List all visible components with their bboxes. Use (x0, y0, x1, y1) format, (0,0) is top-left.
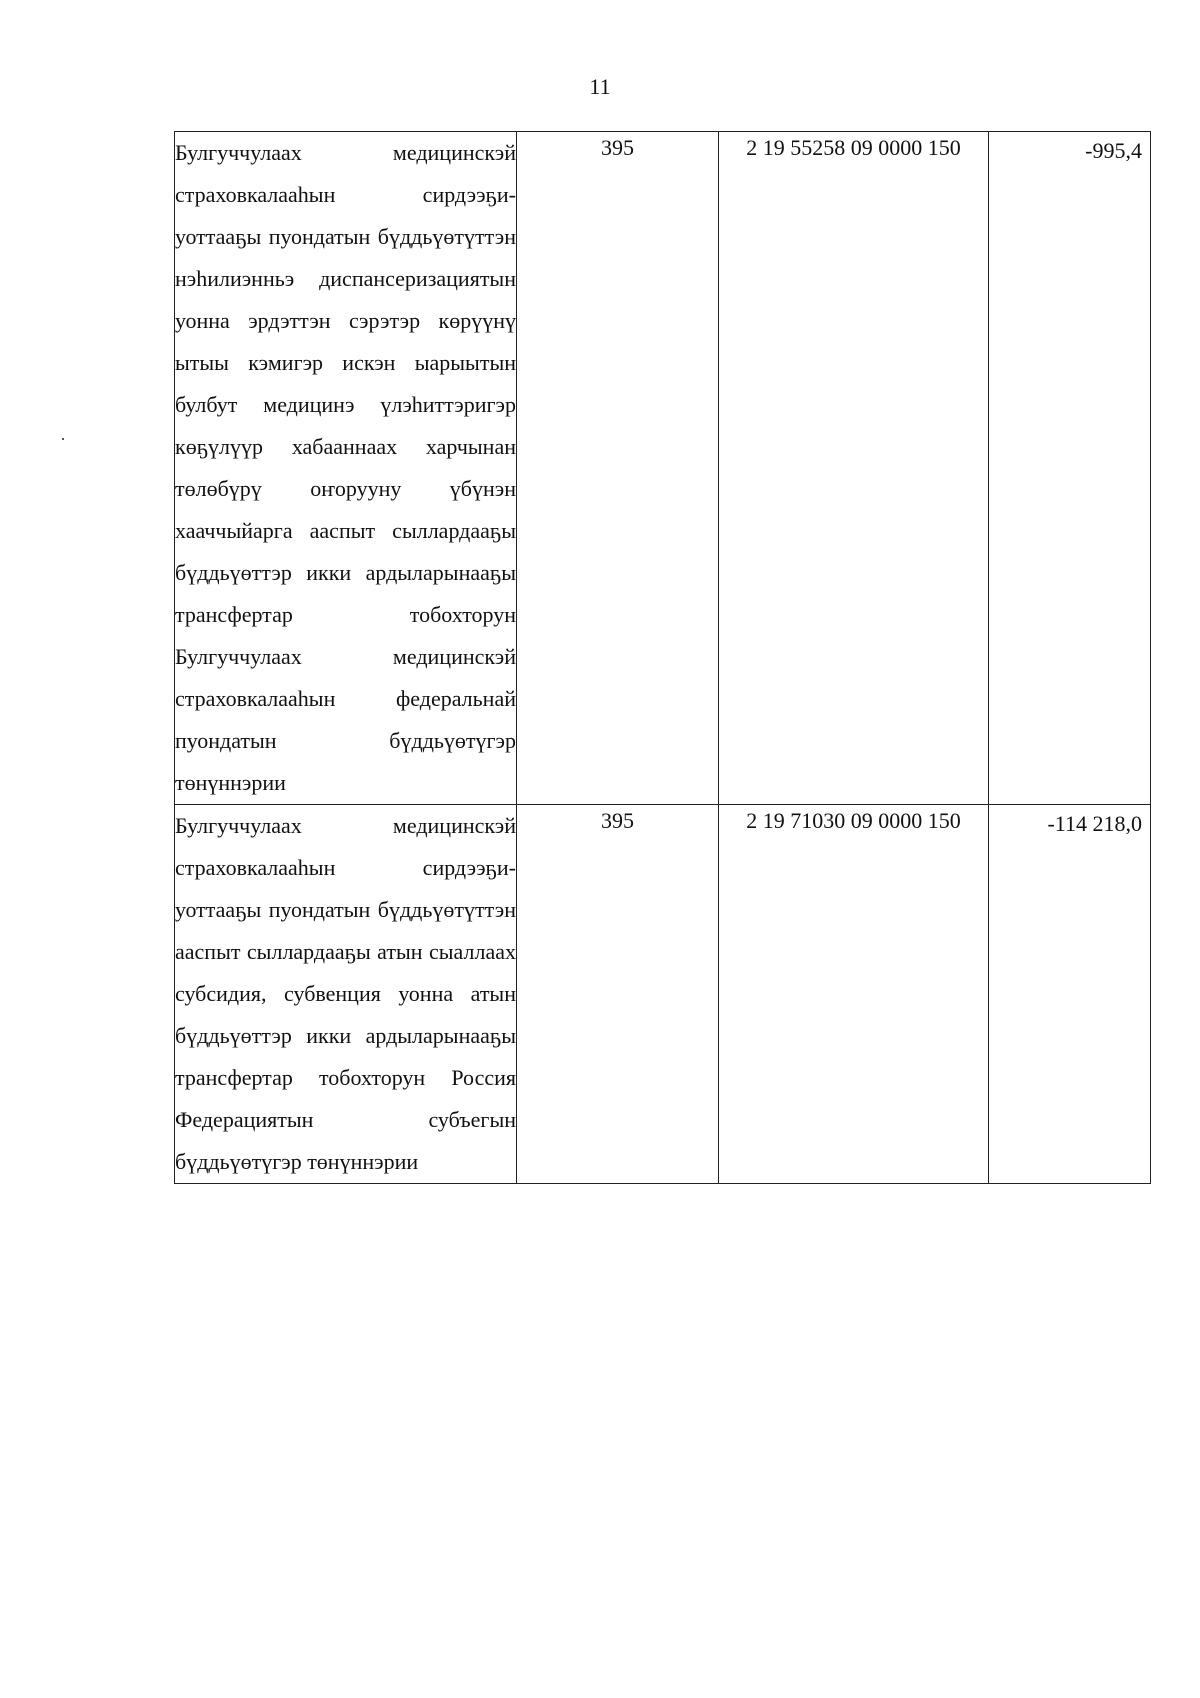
table-row (175, 805, 1151, 1184)
row-description: Булгуччулаах медицинскэй страховкалааһын сирдээҕи-уоттааҕы пуондатын бүддьүөтүттэн ааспыт сыллардааҕы атын сыаллаах субсидия, субвенция уонна атын бүддьүөттэр икки ардыларынааҕы трансфертар тобохторун Россия Федерациятын субъегын бүддьүөтүгэр төнүннэрии (175, 805, 517, 1184)
row-admin-code: 395 (517, 805, 719, 1184)
page-number: 11 (589, 74, 611, 99)
table-row (175, 132, 1151, 805)
row-amount: -114 218,0 (989, 805, 1151, 1184)
row-description: Булгуччулаах медицинскэй страховкалааһын сирдээҕи-уоттааҕы пуондатын бүддьүөтүттэн нэһилиэнньэ диспансеризациятын уонна эрдэттэн сэрэтэр көрүүнү ытыы кэмигэр искэн ыарыытын булбут медицинэ үлэһиттэригэр көҕүлүүр хабааннаах харчынан төлөбүрү оҥорууну үбүнэн хааччыйарга ааспыт сыллардааҕы бүддьүөттэр икки ардыларынааҕы трансфертар тобохторун Булгуччулаах медицинскэй страховкалааһын федеральнай пуондатын бүддьүөтүгэр төнүннэрии (175, 132, 517, 805)
row-amount: -995,4 (989, 132, 1151, 805)
row-budget-code: 2 19 71030 09 0000 150 (719, 805, 989, 1184)
row-admin-code: 395 (517, 132, 719, 805)
scan-artifact-dot (62, 438, 64, 440)
budget-table (174, 131, 1151, 1184)
row-budget-code: 2 19 55258 09 0000 150 (719, 132, 989, 805)
